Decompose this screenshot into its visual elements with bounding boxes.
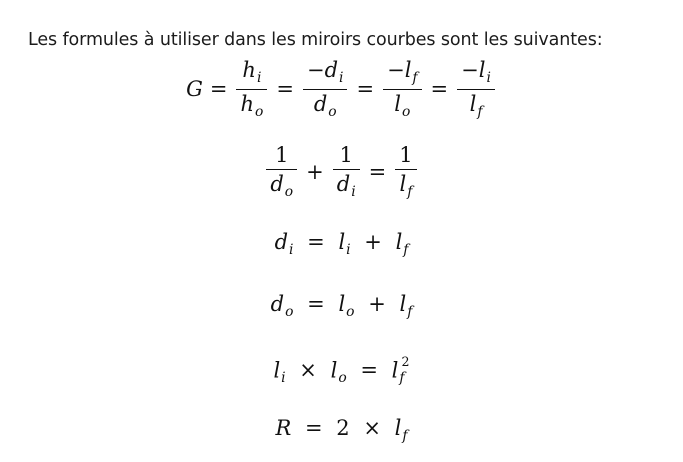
equals-sign: = xyxy=(356,77,375,102)
fraction-one-do: $\frac{1}{d_o}$ xyxy=(266,143,297,201)
fraction-hi-ho: $\frac{h_i}{h_o}$ xyxy=(236,58,267,121)
equals-sign: = xyxy=(360,358,378,383)
equation-mirror xyxy=(0,143,683,201)
plus-sign: + xyxy=(306,160,324,185)
intro-text: Les formules à utiliser dans les miroirs courbes sont les suivantes: xyxy=(28,30,603,50)
equation-newton: $l_i \times l_o = l_f^2$ xyxy=(273,354,410,387)
equation-di: $d_i = l_i + l_f$ xyxy=(274,230,409,258)
fraction-li-lf: $\frac{-l_i}{l_f}$ xyxy=(457,58,495,121)
fraction-one-di: $\frac{1}{d_i}$ xyxy=(333,143,360,201)
equals-sign: = xyxy=(307,292,325,316)
symbol-g: G xyxy=(186,77,203,102)
equation-do: $d_o = l_o + l_f$ xyxy=(270,292,413,320)
fraction-di-do: $\frac{-d_i}{d_o}$ xyxy=(303,58,348,121)
plus-sign: + xyxy=(364,230,382,254)
equals-sign: = xyxy=(430,77,449,102)
equals-sign: = xyxy=(304,416,323,440)
equals-sign: = xyxy=(307,230,325,254)
equation-radius: $R = 2 \times l_f$ xyxy=(275,416,408,444)
fraction-one-lf: $\frac{1}{l_f}$ xyxy=(395,143,416,201)
equals-sign: = xyxy=(368,160,387,185)
times-sign: × xyxy=(299,358,317,383)
plus-sign: + xyxy=(368,292,386,316)
equals-sign: = xyxy=(209,77,228,102)
exponent: 2 xyxy=(401,354,410,369)
times-sign: × xyxy=(363,416,381,440)
equation-magnification xyxy=(0,58,683,121)
fraction-lf-lo: $\frac{-l_f}{l_o}$ xyxy=(383,58,421,121)
equals-sign: = xyxy=(276,77,294,102)
